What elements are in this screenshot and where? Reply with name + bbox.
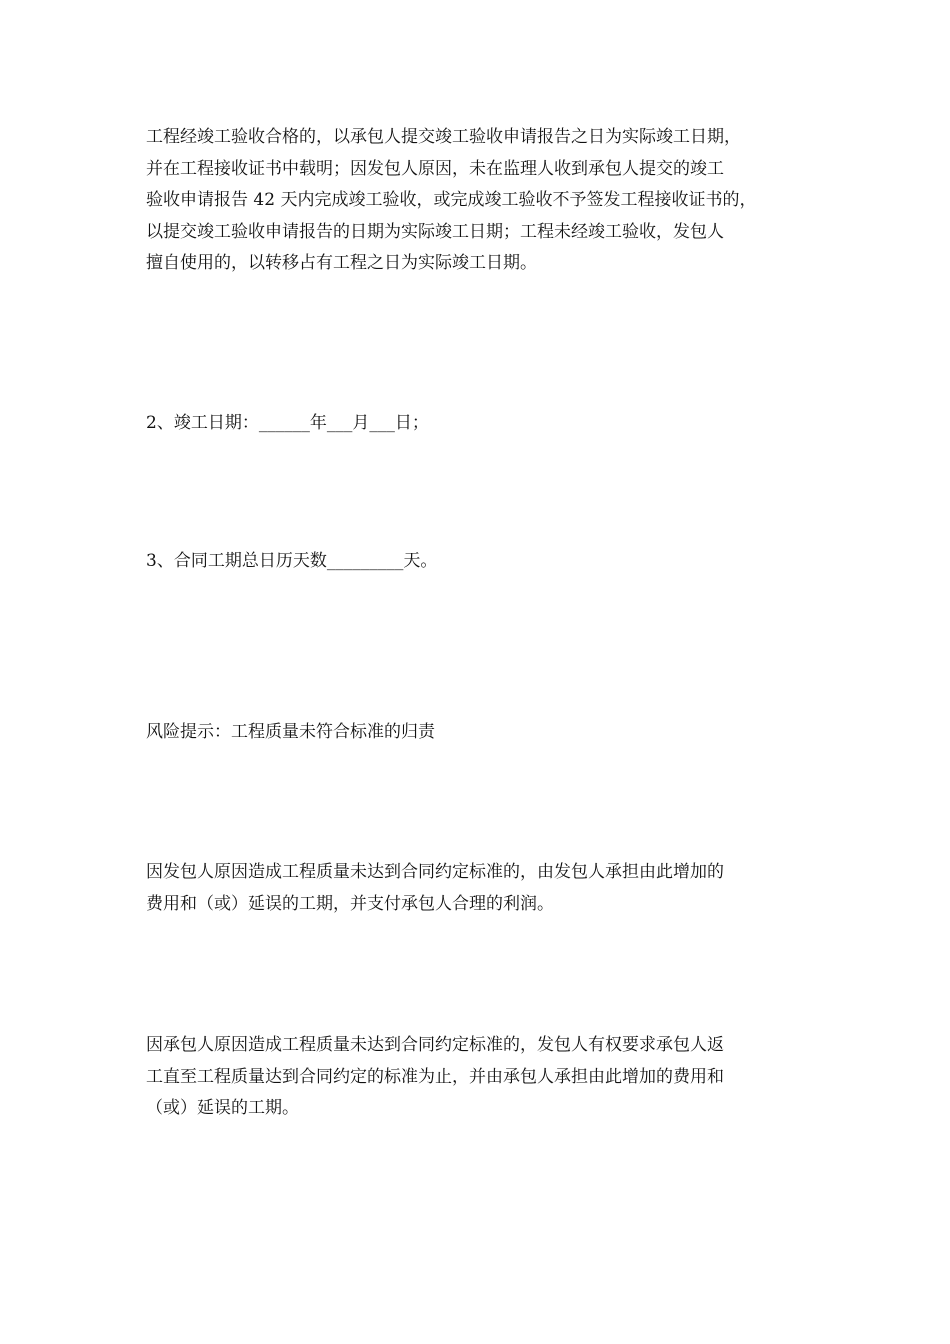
text-line: 因发包人原因造成工程质量未达到合同约定标准的，由发包人承担由此增加的 xyxy=(146,862,724,882)
text-line: 工程经竣工验收合格的，以承包人提交竣工验收申请报告之日为实际竣工日期， xyxy=(146,127,741,147)
text-line: 因承包人原因造成工程质量未达到合同约定标准的，发包人有权要求承包人返 xyxy=(146,1035,724,1055)
text-line: 3、合同工期总日历天数_________天。 xyxy=(146,551,438,571)
text-line: 验收申请报告 42 天内完成竣工验收，或完成竣工验收不予签发工程接收证书的， xyxy=(146,190,757,210)
text-line: 以提交竣工验收申请报告的日期为实际竣工日期；工程未经竣工验收，发包人 xyxy=(146,221,724,242)
text-line: 擅自使用的，以转移占有工程之日为实际竣工日期。 xyxy=(146,253,537,273)
text-line: 风险提示：工程质量未符合标准的归责 xyxy=(146,722,435,742)
text-line: 2、竣工日期：______年___月___日； xyxy=(146,413,429,433)
paragraph-completion-date-rule xyxy=(146,122,806,280)
paragraph-completion-date-field xyxy=(146,408,806,440)
text-line: 工直至工程质量达到合同约定的标准为止，并由承包人承担由此增加的费用和 xyxy=(146,1066,724,1087)
text-line: 并在工程接收证书中载明；因发包人原因，未在监理人收到承包人提交的竣工 xyxy=(146,158,724,179)
text-line: （或）延误的工期。 xyxy=(146,1098,299,1118)
text-line: 费用和（或）延误的工期，并支付承包人合理的利润。 xyxy=(146,893,554,914)
section-heading-risk-warning xyxy=(146,717,806,749)
paragraph-contractor-fault xyxy=(146,1030,806,1125)
paragraph-contract-duration-field xyxy=(146,546,806,578)
paragraph-employer-fault xyxy=(146,857,806,920)
